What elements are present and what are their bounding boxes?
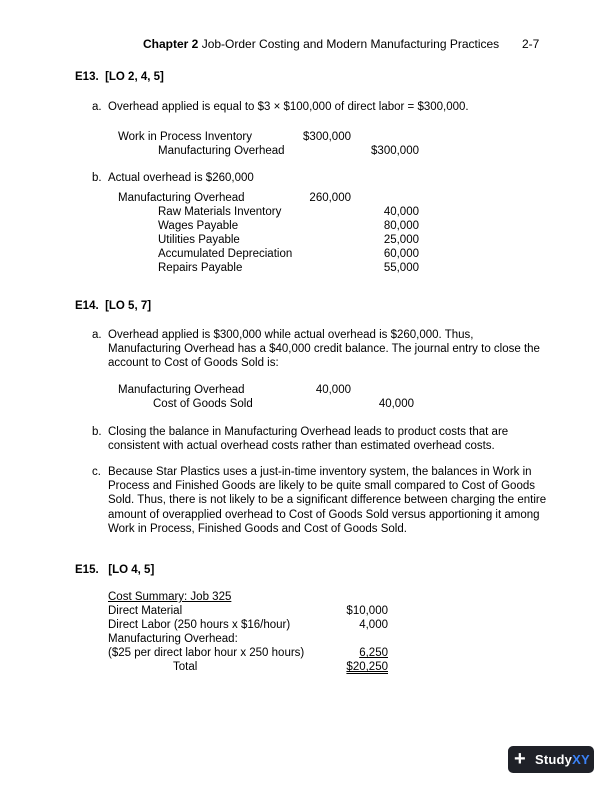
cost-row-label: Manufacturing Overhead: bbox=[108, 633, 238, 645]
e14-b-text: Closing the balance in Manufacturing Overhead leads to product costs that are consistent with actual overhead costs rather than estimated overhead costs. bbox=[108, 426, 509, 453]
e13-a-text: Overhead applied is equal to $3 × $100,000 of direct labor = $300,000. bbox=[108, 101, 469, 113]
journal-account: Raw Materials Inventory bbox=[158, 206, 282, 218]
e13-a-marker: a. bbox=[92, 101, 102, 113]
e15-number: E15. bbox=[75, 564, 99, 576]
journal-account: Cost of Goods Sold bbox=[153, 398, 253, 410]
cost-row-amount: 6,250 bbox=[359, 647, 388, 659]
e13-b-marker: b. bbox=[92, 172, 102, 184]
cost-total-label: Total bbox=[173, 661, 198, 673]
cost-row-label: Direct Labor (250 hours x $16/hour) bbox=[108, 619, 291, 631]
journal-account: Work in Process Inventory bbox=[118, 131, 253, 143]
journal-account: Manufacturing Overhead bbox=[118, 384, 245, 396]
journal-credit: $300,000 bbox=[371, 145, 419, 157]
studyxy-badge[interactable] bbox=[508, 746, 594, 773]
journal-credit: 40,000 bbox=[378, 398, 414, 410]
cost-total-amount: $20,250 bbox=[346, 661, 388, 673]
brand-main: Study bbox=[535, 752, 573, 767]
e14-b-marker: b. bbox=[92, 426, 102, 438]
e14-c-marker: c. bbox=[92, 466, 101, 478]
e14-c-text: Because Star Plastics uses a just-in-time inventory system, the balances in Work in Process and Finished Goods are likely to be quite small compared to Cost of Goods Sold. Thus, there is not likely to be a significant difference between charging the entire amount of overapplied overhead to Cost of Goods Sold versus apportioning it among Work in Process, Finished Goods and Cost of Goods Sold. bbox=[108, 466, 547, 535]
e15-heading bbox=[75, 564, 154, 576]
studyxy-logo bbox=[535, 752, 590, 767]
cost-row-label: ($25 per direct labor hour x 250 hours) bbox=[108, 647, 305, 659]
e13-b-text: Actual overhead is $260,000 bbox=[108, 172, 254, 184]
e14-a-text: Overhead applied is $300,000 while actual overhead is $260,000. Thus, Manufacturing Overhead has a $40,000 credit balance. The journal entry to close the account to Cost of Goods Sold is: bbox=[108, 329, 540, 370]
brand-accent: XY bbox=[572, 752, 590, 767]
journal-credit: 60,000 bbox=[383, 248, 419, 260]
e14-number: E14. bbox=[75, 300, 99, 312]
journal-credit: 25,000 bbox=[383, 234, 419, 246]
cost-row-label: Direct Material bbox=[108, 605, 183, 617]
cost-row-amount: $10,000 bbox=[346, 605, 388, 617]
journal-account: Repairs Payable bbox=[158, 262, 243, 274]
e14-lo: [LO 5, 7] bbox=[105, 300, 152, 312]
journal-account: Manufacturing Overhead bbox=[118, 192, 245, 204]
journal-debit: $300,000 bbox=[303, 131, 351, 143]
journal-debit: 40,000 bbox=[315, 384, 351, 396]
journal-credit: 80,000 bbox=[383, 220, 419, 232]
page-header bbox=[143, 37, 499, 51]
journal-account: Utilities Payable bbox=[158, 234, 240, 246]
journal-account: Manufacturing Overhead bbox=[158, 145, 285, 157]
e15-lo: [LO 4, 5] bbox=[108, 564, 155, 576]
journal-credit: 40,000 bbox=[383, 206, 419, 218]
journal-credit: 55,000 bbox=[383, 262, 419, 274]
e14-heading bbox=[75, 300, 151, 312]
cost-row-amount: 4,000 bbox=[359, 619, 388, 631]
cost-summary-title: Cost Summary: Job 325 bbox=[108, 591, 232, 603]
plus-icon: + bbox=[514, 748, 526, 770]
journal-account: Accumulated Depreciation bbox=[158, 248, 293, 260]
journal-account: Wages Payable bbox=[158, 220, 239, 232]
chapter-label: Chapter 2 bbox=[143, 37, 199, 51]
e13-number: E13. bbox=[75, 71, 99, 83]
e13-heading bbox=[75, 71, 164, 83]
journal-debit: 260,000 bbox=[309, 192, 351, 204]
e13-lo: [LO 2, 4, 5] bbox=[105, 71, 164, 83]
page-number: 2-7 bbox=[522, 37, 540, 51]
e14-a-marker: a. bbox=[92, 329, 102, 341]
chapter-title: Job-Order Costing and Modern Manufacturing Practices bbox=[201, 37, 500, 51]
